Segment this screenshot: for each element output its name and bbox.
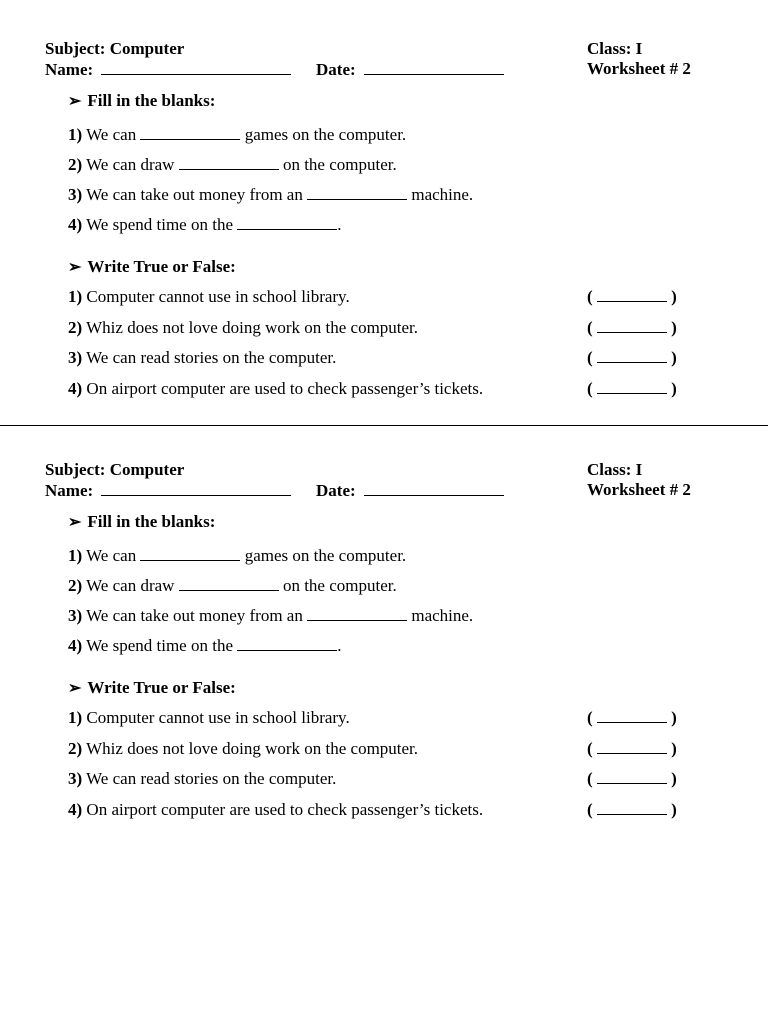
fill-question-2: 2) We can draw on the computer. [68,576,397,595]
tf-answer-1: ( ) [587,287,677,306]
fill-question-1: 1) We can games on the computer. [68,125,407,144]
tf-answer-blank[interactable] [597,769,667,784]
name-label: Name: [45,481,94,500]
fill-question-2: 2) We can draw on the computer. [68,155,397,174]
tf-answer-blank[interactable] [597,800,667,815]
class-label: Class: I [587,460,643,479]
fill-question-4: 4) We spend time on the . [68,636,342,655]
worksheet-copy-2 [0,460,768,860]
name-row [45,59,291,80]
date-label: Date: [316,481,356,500]
arrow-bullet-icon: ➢ [68,259,82,276]
answer-blank[interactable] [237,636,337,651]
tf-question-2: 2) Whiz does not love doing work on the computer. [68,318,419,337]
subject-label: Subject: Computer [45,460,185,479]
tf-answer-blank[interactable] [597,318,667,333]
answer-blank[interactable] [179,576,279,591]
class-label: Class: I [587,39,643,58]
date-row [316,59,504,80]
tf-answer-2: ( ) [587,318,677,337]
fill-question-3: 3) We can take out money from an machine. [68,185,474,204]
answer-blank[interactable] [179,155,279,170]
cut-line-divider [0,425,768,426]
tf-answer-2: ( ) [587,739,677,758]
date-row [316,480,504,501]
answer-blank[interactable] [140,546,240,561]
tf-question-3: 3) We can read stories on the computer. [68,769,337,788]
worksheet-copy-1 [0,39,768,439]
fill-question-1: 1) We can games on the computer. [68,546,407,565]
tf-answer-4: ( ) [587,800,677,819]
tf-answer-4: ( ) [587,379,677,398]
tf-section-title: ➢ Write True or False: [68,678,236,697]
tf-answer-3: ( ) [587,348,677,367]
tf-question-1: 1) Computer cannot use in school library. [68,287,350,306]
tf-answer-3: ( ) [587,769,677,788]
worksheet-number: Worksheet # 2 [587,480,691,499]
tf-question-2: 2) Whiz does not love doing work on the computer. [68,739,419,758]
tf-answer-blank[interactable] [597,708,667,723]
tf-answer-blank[interactable] [597,348,667,363]
date-blank[interactable] [364,480,504,496]
answer-blank[interactable] [307,606,407,621]
answer-blank[interactable] [140,125,240,140]
tf-question-3: 3) We can read stories on the computer. [68,348,337,367]
fill-section-title: ➢ Fill in the blanks: [68,512,216,531]
worksheet-number: Worksheet # 2 [587,59,691,78]
tf-section-title: ➢ Write True or False: [68,257,236,276]
date-label: Date: [316,60,356,79]
tf-question-4: 4) On airport computer are used to check passenger’s tickets. [68,800,484,819]
subject-label: Subject: Computer [45,39,185,58]
fill-question-3: 3) We can take out money from an machine. [68,606,474,625]
arrow-bullet-icon: ➢ [68,680,82,697]
fill-section-title: ➢ Fill in the blanks: [68,91,216,110]
answer-blank[interactable] [237,215,337,230]
name-row [45,480,291,501]
fill-question-4: 4) We spend time on the . [68,215,342,234]
answer-blank[interactable] [307,185,407,200]
name-blank[interactable] [101,480,291,496]
name-blank[interactable] [101,59,291,75]
tf-question-1: 1) Computer cannot use in school library. [68,708,350,727]
date-blank[interactable] [364,59,504,75]
tf-question-4: 4) On airport computer are used to check passenger’s tickets. [68,379,484,398]
tf-answer-blank[interactable] [597,739,667,754]
tf-answer-blank[interactable] [597,287,667,302]
arrow-bullet-icon: ➢ [68,93,82,110]
tf-answer-1: ( ) [587,708,677,727]
name-label: Name: [45,60,94,79]
tf-answer-blank[interactable] [597,379,667,394]
arrow-bullet-icon: ➢ [68,514,82,531]
